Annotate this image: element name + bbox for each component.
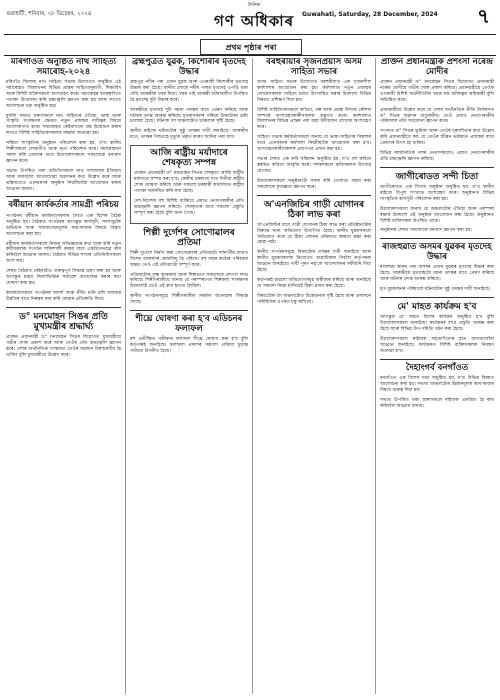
article-sahitya-sabha <box>257 58 371 191</box>
article-headline: অ'এনজিচিৰ গাড়ী যোগানৰ ঠিকা লাভ কৰা <box>263 199 365 220</box>
article-divider <box>380 359 494 360</box>
article-paragraph: সভাত উপস্থিত থকা অতিথিসকলে নাথ সম্প্ৰদায়ৰ ইতিহাস আৰু সমাজলৈ আগবঢ়োৱা অৱদানৰ কথা উল্লেখ কৰে আৰু ভৱিষ্যতেও এনেধৰণৰ অনুষ্ঠান নিয়মীয়াকৈ আয়োজন কৰাৰ আহ্বান জনায়। <box>6 168 121 192</box>
article-headline: শীঘ্ৰে ঘোষণা কৰা হ'ব এডিচনৰ ফলাফল <box>135 314 243 334</box>
article-bongaon <box>380 364 494 410</box>
article-paragraph: মৃত যুৱকজনৰ পৰিয়ালে ঘটনাটোৰ সুষ্ঠু তদন্তৰ দাবী জনাইছে। <box>380 287 491 293</box>
article-paragraph: অনুষ্ঠানৰ শেষত সকলোকে ধন্যবাদ জ্ঞাপন কৰা হয়। <box>380 228 473 234</box>
article-paragraph: স্থানীয় সংগঠনসমূহে বিষয়টোৰ তদন্তৰ দাবী জনাইছে আৰু স্থানীয় যুৱকসকলক নিয়োগত অগ্ৰাধিকাৰ দিবলৈ কৰ্তৃপক্ষক আহ্বান জনাইছে। দাবী পূৰণ নহ'লে আন্দোলনৰ সকীয়নি দিয়া হৈছে। <box>257 250 371 274</box>
article-headline: ব্ৰহ্মপুত্ৰত যুৱক, কিশোৰীৰ মৃতদেহ উদ্ধাৰ <box>132 58 246 77</box>
article-divider <box>380 167 494 168</box>
article-divider <box>6 307 121 308</box>
article-paragraph: শিল্পী দুৰ্গেশে নিৰ্মাণ কৰা সোণোৱালৰ প্ৰতিমাটো দৰ্শনাৰ্থীৰ মাজত বিশেষ আকৰ্ষণৰ কেন্দ্ৰবিন্দু হৈ পৰিছে। বহু মাহৰ কঠোৰ পৰিশ্ৰমৰ অন্তত তেওঁ এই প্ৰতিমাটো সম্পূৰ্ণ কৰে। <box>130 250 248 268</box>
article-paragraph: বিভিন্ন ৰাজনৈতিক দলৰ নেতাসকলেও প্ৰয়াত নেতাগৰাকীৰ প্ৰতি শ্ৰদ্ধাঞ্জলি জ্ঞাপন কৰিছে। <box>380 151 494 162</box>
banner-rule <box>4 55 496 56</box>
masthead <box>204 2 304 35</box>
article-headline: মে' মাহত কাৰ্যক্ৰম হ'ব <box>397 301 477 312</box>
article-divider <box>257 195 371 196</box>
article-paragraph: উদ্যোক্তাসকলে ৰাইজক সহযোগিতাৰ হাত আগবঢ়াবলৈ আহ্বান জনাইছে। কাৰ্যক্ৰমত বিশিষ্ট ব্যক্তিসকলক নিমন্ত্ৰণ জনোৱা হ'ব। <box>380 336 494 354</box>
article-divider <box>6 196 121 197</box>
article-headline: বৰহুৰীয়াৰ সৃজনপ্ৰয়াস অসম সাহিত্য সভাৰ <box>266 58 362 77</box>
article-paragraph: অ'এনজিচিৰ বাবে গাড়ী যোগানৰ ঠিকা লাভ কৰা প্ৰতিষ্ঠানটোৰ বিৰুদ্ধে নানা অভিযোগ উত্থাপিত হৈছে। স্থানীয় যুৱকসকলে অভিযোগ কৰে যে ঠিকা প্ৰদানৰ প্ৰক্ৰিয়াত স্বচ্ছতা ৰক্ষা কৰা হোৱা নাই। <box>257 222 371 246</box>
column-2 <box>130 58 248 694</box>
page-header <box>4 2 496 36</box>
article-jagiroad <box>380 172 494 234</box>
article-may-program <box>380 302 494 355</box>
column-divider <box>125 58 126 694</box>
article-paragraph: দেশ-বিদেশৰ বহু বিশিষ্ট ব্যক্তিয়ে প্ৰয়াত নেতাগৰাকীৰ প্ৰতি শ্ৰদ্ধাঞ্জলি জ্ঞাপন কৰিছে। শেষকৃত্যৰ বাবে সকলো প্ৰস্তুতি সম্পূৰ্ণ কৰা হৈছে বুলি জনা গৈছে। <box>134 198 244 216</box>
header-date-english: Guwahati, Saturday, 28 December, 2024 <box>302 11 438 18</box>
article-paragraph: অসম সাহিত্য সভাৰ উদ্যোগত বৰহুৰীয়াত এক সৃজনশীল কৰ্মশালাৰ আয়োজন কৰা হয়। কৰ্মশালাত নতুন প্ৰজন্মৰ লেখকসকলক সাহিত্য চৰ্চাত উৎসাহিত কৰাৰ উদ্দেশ্যে বিভিন্ন বিষয়ত প্ৰশিক্ষণ দিয়া হয়। <box>257 80 371 103</box>
section-banner: প্ৰথম পৃষ্ঠাৰ পৰা <box>200 39 302 55</box>
article-paragraph: আৰক্ষীয়ে মৃতদেহ দুটা ময়না তদন্তৰ বাবে প্ৰেৰণ কৰিছে আৰু ঘটনাৰ তদন্ত আৰম্ভ কৰিছে। মৃতকসকলৰ পৰিচয় উদ্ঘাটনৰ চেষ্টা চলোৱা হৈছে। ঘটনাক লৈ অঞ্চলটোত চাঞ্চল্যৰ সৃষ্টি হৈছে। <box>130 107 248 125</box>
article-headline: শিল্পী দুৰ্গেশৰ সোণোৱালৰ প্ৰতিমা <box>143 227 235 248</box>
article-paragraph: সন্ধিয়া সাংস্কৃতিক অনুষ্ঠান পৰিবেশন কৰা হয়, য'ত স্থানীয় শিল্পীসকলে লোকগীত আৰু নৃত্য পৰিবেশন কৰে। সমাৰোহখন সফল কৰি তোলাৰ বাবে উদ্যোক্তাসকলে সকলোকে ধন্যবাদ জ্ঞাপন কৰে। <box>6 141 121 164</box>
article-divider <box>380 297 494 298</box>
article-youth-body-found <box>380 243 494 293</box>
column-divider <box>252 58 253 694</box>
article-headline: মৰিগাঁওত অনুষ্ঠিত নাথ সাহিত্য সমাৰোহ-২০২৪ <box>10 58 117 77</box>
article-paragraph: বনগাঁওত এক বিশেষ সভা অনুষ্ঠিত হয়, য'ত বিভিন্ন বিষয়ত আলোচনা কৰা হয়। সভাত অঞ্চলটোৰ উন্নয়নমূলক কাম-কাজৰ বিষয়ে গুৰুত্ব দিয়া হয়। <box>380 376 494 393</box>
page-number: ৭ <box>476 4 490 28</box>
article-paragraph: শেষত বৈঠকত কেইবাটাও গুৰুত্বপূৰ্ণ সিদ্ধান্ত গ্ৰহণ কৰা হয় আৰু আগন্তুক মাহত জিলাভিত্তিক সমাৱেশ আয়োজন কৰাৰ কথা ঘোষণা কৰা হয়। <box>6 269 121 287</box>
article-paragraph: বিশিষ্ট সাহিত্যিকসকলে কবিতা, গল্প আৰু প্ৰবন্ধ লিখাৰ কৌশল সম্পৰ্কে অংশগ্ৰহণকাৰীসকলক অৱগত কৰে। কৰ্মশালাত জিলাখনৰ বিভিন্ন প্ৰান্তৰ পৰা অহা উদীয়মান লেখকে অংশগ্ৰহণ কৰে। <box>257 107 371 131</box>
article-headline: আজি ৰাষ্ট্ৰীয় মৰ্যাদাৰে শেষকৃত্য সম্পন্ন <box>150 148 228 169</box>
article-paragraph: প্ৰতিমাটোৰ সূক্ষ্ম কাৰুকাৰ্য আৰু শিল্পগুণে সকলোৰে প্ৰশংসা লাভ কৰিছে। শিল্পীগৰাকীয়ে জনায় যে পৰম্পৰাগত শিল্পকলা সংৰক্ষণৰ উদ্দেশ্যেই তেওঁ এই কাম হাতত লৈছিল। <box>130 272 248 290</box>
article-paragraph: সভাৰ শেষত এক কবি সন্মিলন অনুষ্ঠিত হয়, য'ত বহু কবিয়ে স্বৰচিত কবিতা আবৃত্তি কৰে। দৰ্শকসকলে কবিসকলক উৎসাহ যোগায়। <box>257 157 371 174</box>
article-paragraph: মৰিগাঁও জিলাৰ নাথ সাহিত্য সভাৰ উদ্যোগত অনুষ্ঠিত এই সমাৰোহত জিলাখনৰ বিভিন্ন প্ৰান্তৰ সাহিত্যানুৰাগী, শিক্ষাবিদ আৰু বিশিষ্ট ব্যক্তিসকলে অংশগ্ৰহণ কৰে। সমাৰোহৰ আৰম্ভণিতে পতাকা উত্তোলন কৰি শ্ৰদ্ধাঞ্জলি জ্ঞাপন কৰা হয় আৰু লগতে আলোচনা চক্ৰ অনুষ্ঠিত হয়। <box>6 80 121 109</box>
article-headline: প্ৰাক্তন প্ৰধানমন্ত্ৰীক প্ৰশংসা নৰেন্দ্ৰ মোদীৰ <box>381 58 493 77</box>
article-paragraph: প্ৰাক্তন প্ৰধানমন্ত্ৰী ড° মনমোহন সিঙৰ বিয়োগত মুখ্যমন্ত্ৰীয়ে গভীৰ শোক প্ৰকাশ কৰে আৰু তেওঁৰ প্ৰতি শ্ৰদ্ধাঞ্জলি জ্ঞাপন কৰে। দেশৰ অৰ্থনৈতিক সংস্কাৰত তেওঁৰ অৱদান চিৰস্মৰণীয় হৈ থাকিব বুলি মুখ্যমন্ত্ৰীয়ে উল্লেখ কৰে। <box>6 334 121 358</box>
article-paragraph: সাহিত্য সভাৰ কৰ্মকৰ্তাসকলে জনায় যে ভাষা-সাহিত্যৰ বিকাশৰ বাবে এনেধৰণৰ কৰ্মশালা নিয়মীয়াকৈ আয়োজন কৰা হ'ব। অংশগ্ৰহণকাৰীসকলক প্ৰমাণপত্ৰ প্ৰদান কৰা হয়। <box>257 135 371 153</box>
article-paragraph: কৰ্তৃপক্ষই অৱশ্যে অভিযোগসমূহ অস্বীকাৰ কৰিছে আৰু জনাইছে যে সকলো নিয়ম মানিয়েই ঠিকা প্ৰদান কৰা হৈছে। <box>257 277 371 289</box>
column-1 <box>6 58 121 694</box>
article-paragraph: প্ৰাক্তন প্ৰধানমন্ত্ৰী ড° মনমোহন সিঙৰ শেষকৃত্য আজি ৰাষ্ট্ৰীয় মৰ্যাদাৰে সম্পন্ন কৰা হ'ব। কেন্দ্ৰীয় চৰকাৰে সাত দিনীয়া ৰাষ্ট্ৰীয় শোক ঘোষণা কৰিছে আৰু সকলো চৰকাৰী কাৰ্যালয়ত ৰাষ্ট্ৰীয় পতাকা অৰ্ধনমিত কৰি ৰখা হৈছে। <box>134 171 244 195</box>
article-paragraph: সভাত উপস্থিত থকা বক্তাসকলে ৰাইজক একত্ৰিত হৈ কাম কৰিবলৈ আহ্বান জনায়। <box>380 397 494 409</box>
header-rule <box>4 34 496 35</box>
column-divider <box>375 58 376 694</box>
article-divider <box>130 310 248 311</box>
article-paragraph: উদ্যোক্তাসকলে অনুষ্ঠানটো সফল কৰি তোলাত সহায় কৰা সকলোকে কৃতজ্ঞতা জ্ঞাপন কৰে। <box>257 178 371 190</box>
article-paragraph: প্ৰাক্তন প্ৰধানমন্ত্ৰী ড° মনমোহন সিঙৰ বিয়োগত প্ৰধানমন্ত্ৰী নৰেন্দ্ৰ মোদীয়ে গভীৰ শোক প্ৰকাশ কৰিছে। প্ৰধানমন্ত্ৰীয়ে তেওঁক এগৰাকী বিশিষ্ট অৰ্থনীতিবিদ আৰু নম্ৰ ব্যক্তিত্বৰ অধিকাৰী বুলি অভিহিত কৰে। <box>380 80 494 103</box>
article-paragraph: উদ্যোক্তাসকলে জনায় যে অঞ্চলটোৰ ঐতিহ্য আৰু পৰম্পৰা ৰক্ষাৰ উদ্দেশ্যে এই অনুষ্ঠান আয়োজন কৰা হৈছে। অনুষ্ঠানত বিশিষ্ট ব্যক্তিসকল উপস্থিত থাকে। <box>380 206 494 224</box>
article-paragraph: প্ৰধানমন্ত্ৰীয়ে উল্লেখ কৰে যে দেশৰ অৰ্থনৈতিক নীতি নিৰ্ধাৰণত ড° সিঙৰ অৱদান অতুলনীয়। তেওঁ প্ৰয়াত নেতাগৰাকীৰ পৰিয়ালৰ প্ৰতি সমবেদনা জ্ঞাপন কৰে। <box>380 107 494 125</box>
article-headline: ড° মনমোহন সিঙৰ প্ৰতি মুখ্যমন্ত্ৰীৰ শ্ৰদ্ধাৰ্ঘ্য <box>19 311 108 332</box>
article-paragraph: বিষয়টোক লৈ অঞ্চলটোত উত্তেজনাৰ সৃষ্টি হৈছে আৰু প্ৰশাসনে পৰিস্থিতিৰ ওপৰত চকু ৰাখিছে। <box>257 293 371 305</box>
article-artist-sculpture <box>130 228 248 306</box>
column-3 <box>257 58 371 694</box>
article-paragraph: বহু প্ৰতীক্ষিত পৰীক্ষাৰ ফলাফল শীঘ্ৰে ঘোষণা কৰা হ'ব বুলি কৰ্তৃপক্ষই জনাইছে। ফলাফল প্ৰকাশৰ সকলো প্ৰক্ৰিয়া চূড়ান্ত পৰ্যায়ত উপনীত হৈছে। <box>130 337 248 354</box>
article-paragraph: আগন্তুক মে' মাহত বিশেষ কাৰ্যক্ৰম অনুষ্ঠিত হ'ব বুলি উদ্যোক্তাসকলে জনাইছে। কাৰ্যক্ৰমৰ বাবে প্ৰস্তুতি আৰম্ভ কৰা হৈছে আৰু বিভিন্ন উপ-সমিতি গঠন কৰা হৈছে। <box>380 315 494 332</box>
article-paragraph: কাৰ্যকৰ্তাসকলে সংগঠনৰ আদৰ্শ আৰু নীতি মানি চলি সমাজৰ উন্নতিৰ বাবে নিৰন্তৰ কাম কৰি যোৱাৰ প্ৰতিশ্ৰুতি দিয়ে। <box>6 290 121 302</box>
article-divider <box>380 238 494 239</box>
article-headline: জাগীৰোডত সন্দী চিতা <box>395 171 479 182</box>
article-paragraph: স্থানীয় ৰাইজে ঘটনাটোৰ সুষ্ঠু তদন্তৰ দাবী জনাইছে। আৰক্ষীৰ মতে, তদন্তৰ পিছতহে মৃত্যুৰ প্ৰকৃত কাৰণ জানিব পৰা যাব। <box>130 129 248 141</box>
article-paragraph: সংসদত ড° সিঙৰ ভূমিকা আৰু তেওঁৰ দূৰদৰ্শিতাৰ কথা উল্লেখ কৰি প্ৰধানমন্ত্ৰীয়ে কয় যে তেওঁৰ জীৱন ভৱিষ্যত প্ৰজন্মৰ বাবে প্ৰেৰণাৰ উৎস হৈ থাকিব। <box>380 129 494 147</box>
article-paragraph: ব্ৰহ্মপুত্ৰ নদীৰ পৰা এজন যুৱক আৰু এগৰাকী কিশোৰীৰ মৃতদেহ উদ্ধাৰ কৰা হৈছে। স্থানীয় লোকে নদীৰ পাৰত মৃতদেহ ওপঙি থকা দেখি আৰক্ষীক খবৰ দিয়ে। খবৰ পাই আৰক্ষী ঘটনাস্থলীত উপস্থিত হৈ মৃতদেহ দুটা উদ্ধাৰ কৰে। <box>130 80 248 103</box>
masthead-title: গণ অধিকাৰ <box>213 12 295 30</box>
article-headline: ৰাজহুৱাত অসমৰ যুৱকৰ মৃতদেহ উদ্ধাৰ <box>382 242 492 262</box>
article-paragraph: স্থানীয় সংগঠনসমূহে শিল্পীগৰাকীক সম্বৰ্ধনা জনোৱাৰ সিদ্ধান্ত লৈছে। <box>130 294 248 306</box>
article-modi-praise <box>380 58 494 163</box>
article-paragraph: বৰ্ষীয়ান কাৰ্যকৰ্তাসকলে নিজৰ অভিজ্ঞতাৰ কথা ব্যক্ত কৰি নতুন কৰ্মীসকলক সংগঠন শক্তিশালী কৰাৰ বাবে একত্ৰিতভাৱে কাম কৰিবলৈ আহ্বান জনায়। বৈঠকত বিভিন্ন শাখাৰ প্ৰতিনিধিসকলে অংশ লয়। <box>6 241 121 265</box>
article-manmohan-tribute <box>6 312 121 359</box>
article-ongc-contract <box>257 200 371 306</box>
masthead-tagline: দৈনিক <box>247 2 261 8</box>
article-state-funeral <box>130 145 248 224</box>
article-paragraph: মুকলি সভাত বক্তাসকলে নাথ সাহিত্যৰ ঐতিহ্য, ভাষা আৰু সংস্কৃতি সংৰক্ষণৰ ক্ষেত্ৰত নতুন প্ৰজন্মৰ দায়িত্বৰ বিষয়ে আলোকপাত কৰে। সমাৰোহত কেইবাখনো গ্ৰন্থ উন্মোচন কৰাৰ লগতে বিশিষ্ট সাহিত্যিকসকলক সম্বৰ্ধনা জনোৱা হয়। <box>6 113 121 137</box>
article-results-announcement <box>130 315 248 355</box>
article-headline: দৈহাংগৰ্ব বনগাঁওত <box>405 362 469 373</box>
article-paragraph: সংগঠনৰ বৰ্ষীয়ান কাৰ্যকৰ্তাসকলৰ সৈতে এক বিশেষ বৈঠক অনুষ্ঠিত হয়। বৈঠকত সংগঠনৰ আগন্তুক কাৰ্যসূচী, সদস্যভুক্তি অভিযান আৰু সমাজসেৱামূলক কাম-কাজৰ বিষয়ে বিস্তৃত আলোচনা কৰা হয়। <box>6 213 121 237</box>
article-paragraph: জাগীৰোডত এক বিশেষ অনুষ্ঠান অনুষ্ঠিত হয়, য'ত স্থানীয় ৰাইজে বিপুল সংখ্যাত অংশগ্ৰহণ কৰে। অনুষ্ঠানত বিভিন্ন সাংস্কৃতিক কাৰ্যসূচী পৰিবেশন কৰা হয়। <box>380 184 494 202</box>
article-paragraph: ৰাজহুৱা স্থানৰ পৰা অসমৰ এজন যুৱকৰ মৃতদেহ উদ্ধাৰ কৰা হৈছে। আৰক্ষীয়ে মৃতদেহটো ময়না তদন্তৰ বাবে প্ৰেৰণ কৰিছে আৰু ঘটনাৰ তদন্ত আৰম্ভ কৰিছে। <box>380 265 494 283</box>
article-nath-literature <box>6 58 121 192</box>
header-date-assamese: গুৱাহাটী, শনিবাৰ, ২৮ ডিচেম্বৰ, ২০২৪ <box>6 11 92 17</box>
column-4 <box>380 58 494 694</box>
article-brahmaputra-bodies <box>130 58 248 141</box>
article-senior-workers <box>6 201 121 302</box>
article-headline: বৰ্ষীয়ান কাৰ্যকৰ্তাৰ সামগ্ৰী পৰিচয় <box>8 200 119 211</box>
